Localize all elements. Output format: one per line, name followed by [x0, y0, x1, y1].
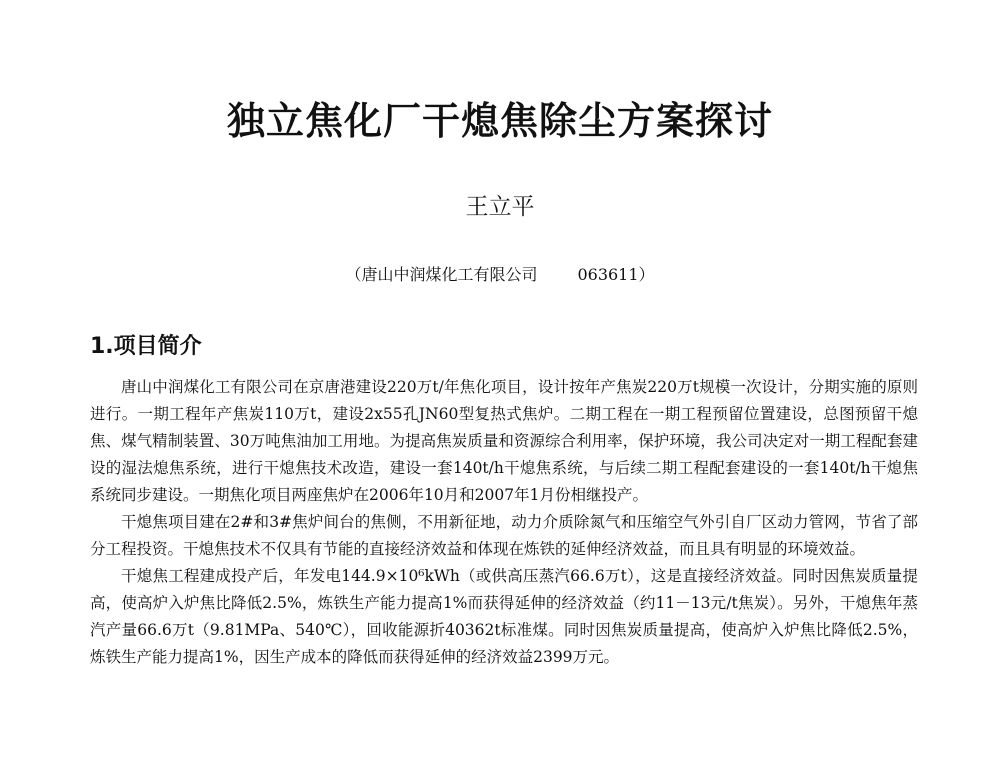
- author-affiliation: [0, 262, 1000, 288]
- affiliation-organization: （唐山中润煤化工有限公司: [345, 265, 538, 284]
- section-body: [90, 374, 918, 671]
- paragraph-3: 干熄焦工程建成投产后，年发电144.9×10⁶kWh（或供高压蒸汽66.6万t），这是直接经济效益。同时因焦炭质量提高，使高炉入炉焦比降低2.5%，炼铁生产能力提高1%而获得延伸的经济效益（约11－13元/t焦炭）。另外，干熄焦年蒸汽产量66.6万t（9.81MPa、540℃），回收能源折40362t标准煤。同时因焦炭质量提高，使高炉入炉焦比降低2.5%，炼铁生产能力提高1%，因生产成本的降低而获得延伸的经济效益2399万元。: [90, 567, 918, 666]
- paragraph-1: 唐山中润煤化工有限公司在京唐港建设220万t/年焦化项目，设计按年产焦炭220万t规模一次设计，分期实施的原则进行。一期工程年产焦炭110万t，建设2x55孔JN60型复热式焦炉。二期工程在一期工程预留位置建设，总图预留干熄焦、煤气精制装置、30万吨焦油加工用地。为提高焦炭质量和资源综合利用率，保护环境，我公司决定对一期工程配套建设的湿法熄焦系统，进行干熄焦技术改造，建设一套140t/h干熄焦系统，与后续二期工程配套建设的一套140t/h干熄焦系统同步建设。一期焦化项目两座焦炉在2006年10月和2007年1月份相继投产。: [90, 378, 918, 504]
- paragraph-2: 干熄焦项目建在2#和3#焦炉间台的焦侧，不用新征地，动力介质除氮气和压缩空气外引自厂区动力管网，节省了部分工程投资。干熄焦技术不仅具有节能的直接经济效益和体现在炼铁的延伸经济效益，而且具有明显的环境效益。: [90, 513, 918, 558]
- author-name: 王立平: [465, 194, 535, 220]
- section-heading: 1.项目简介: [90, 334, 202, 359]
- paper-title: 独立焦化厂干熄焦除尘方案探讨: [226, 99, 773, 143]
- affiliation-postal-code: 063611）: [577, 265, 655, 284]
